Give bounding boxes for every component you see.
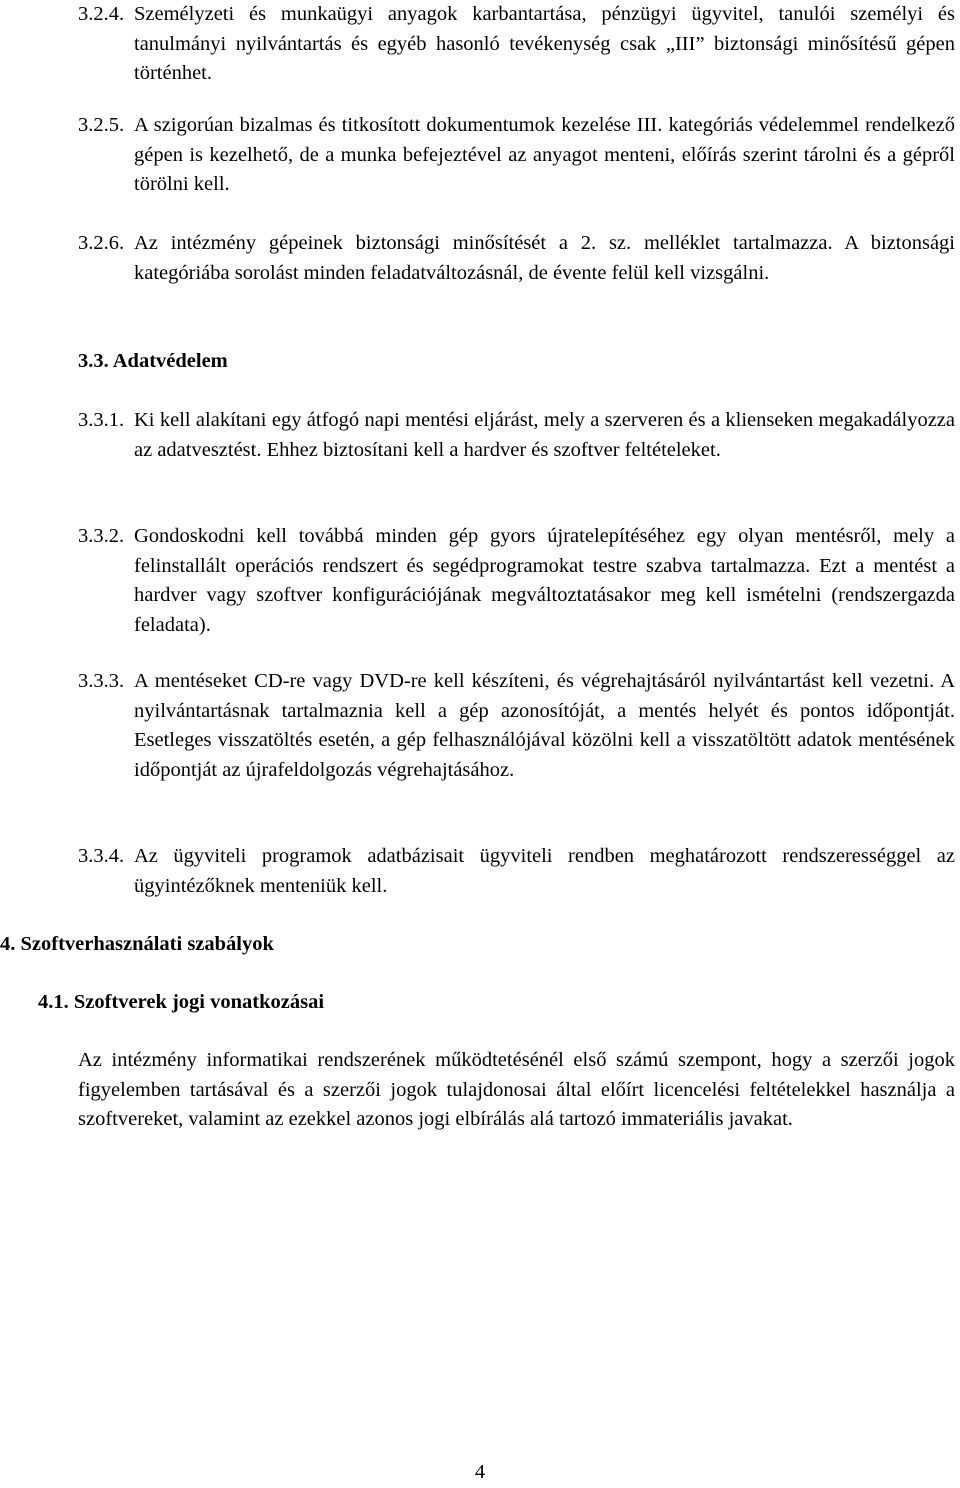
section-text: A mentéseket CD-re vagy DVD-re kell készíteni, és végrehajtásáról nyilvántartást kell vezetni. A nyilvántartásnak tartalmaznia kell a gép azonosítóját, a mentés helyét és pontos időpontját. Esetleges visszatöltés esetén, a gép felhasználójával közölni kell a visszatöltött adatok mentésének időpontját az újrafeldolgozás végrehajtásához. (134, 670, 955, 781)
section-text: Az ügyviteli programok adatbázisait ügyviteli rendben meghatározott rendszerességgel az ügyintézőknek menteniük kell. (134, 845, 955, 897)
heading-title: Adatvédelem (112, 350, 228, 372)
section-number: 3.3.3. (78, 670, 125, 692)
section-number: 3.3.1. (78, 409, 125, 431)
heading-4 (0, 930, 274, 960)
section-3-3-3 (78, 667, 955, 785)
section-number: 3.2.4. (78, 3, 125, 25)
heading-title: Szoftverhasználati szabályok (20, 933, 274, 955)
section-text: Gondoskodni kell továbbá minden gép gyors újratelepítéséhez egy olyan mentésről, mely a felinstallált operációs rendszert és segédprogramokat testre szabva tartalmazza. Ezt a mentést a hardver vagy szoftver konfigurációjának megváltoztatásakor meg kell ismételni (rendszergazda feladata). (134, 525, 955, 636)
section-3-3-1 (78, 406, 955, 465)
heading-3-3 (78, 347, 228, 377)
section-number: 3.2.6. (78, 232, 125, 254)
heading-title: Szoftverek jogi vonatkozásai (73, 991, 325, 1013)
section-3-2-5 (78, 111, 955, 200)
section-3-3-4 (78, 842, 955, 901)
heading-number: 3.3. (78, 350, 109, 372)
section-text: Személyzeti és munkaügyi anyagok karbantartása, pénzügyi ügyvitel, tanulói személyi és tanulmányi nyilvántartás és egyéb hasonló tevékenység csak „III” biztonsági minősítésű gépen történhet. (134, 3, 955, 84)
section-number: 3.2.5. (78, 114, 125, 136)
heading-4-1 (38, 988, 324, 1018)
heading-number: 4.1. (38, 991, 69, 1013)
section-text: Az intézmény gépeinek biztonsági minősítését a 2. sz. melléklet tartalmazza. A biztonsági kategóriába sorolást minden feladatváltozásnál, de évente felül kell vizsgálni. (134, 232, 955, 284)
paragraph-4-1: Az intézmény informatikai rendszerének működtetésénél első számú szempont, hogy a szerzői jogok figyelemben tartásával és a szerzői jogok tulajdonosai által előírt licencelési feltételekkel használja a szoftvereket, valamint az ezekkel azonos jogi elbírálás alá tartozó immateriális javakat. (78, 1049, 955, 1130)
page-number: 4 (474, 1461, 486, 1483)
section-3-2-6 (78, 229, 955, 288)
section-3-2-4 (78, 0, 955, 89)
heading-number: 4. (0, 933, 16, 955)
section-number: 3.3.4. (78, 845, 125, 867)
section-text: A szigorúan bizalmas és titkosított dokumentumok kezelése III. kategóriás védelemmel rendelkező gépen is kezelhető, de a munka befejeztével az anyagot menteni, előírás szerint tárolni és a gépről törölni kell. (134, 114, 955, 195)
section-text: Ki kell alakítani egy átfogó napi mentési eljárást, mely a szerveren és a klienseken megakadályozza az adatvesztést. Ehhez biztosítani kell a hardver és szoftver feltételeket. (134, 409, 955, 461)
section-number: 3.3.2. (78, 525, 125, 547)
section-3-3-2 (78, 522, 955, 640)
